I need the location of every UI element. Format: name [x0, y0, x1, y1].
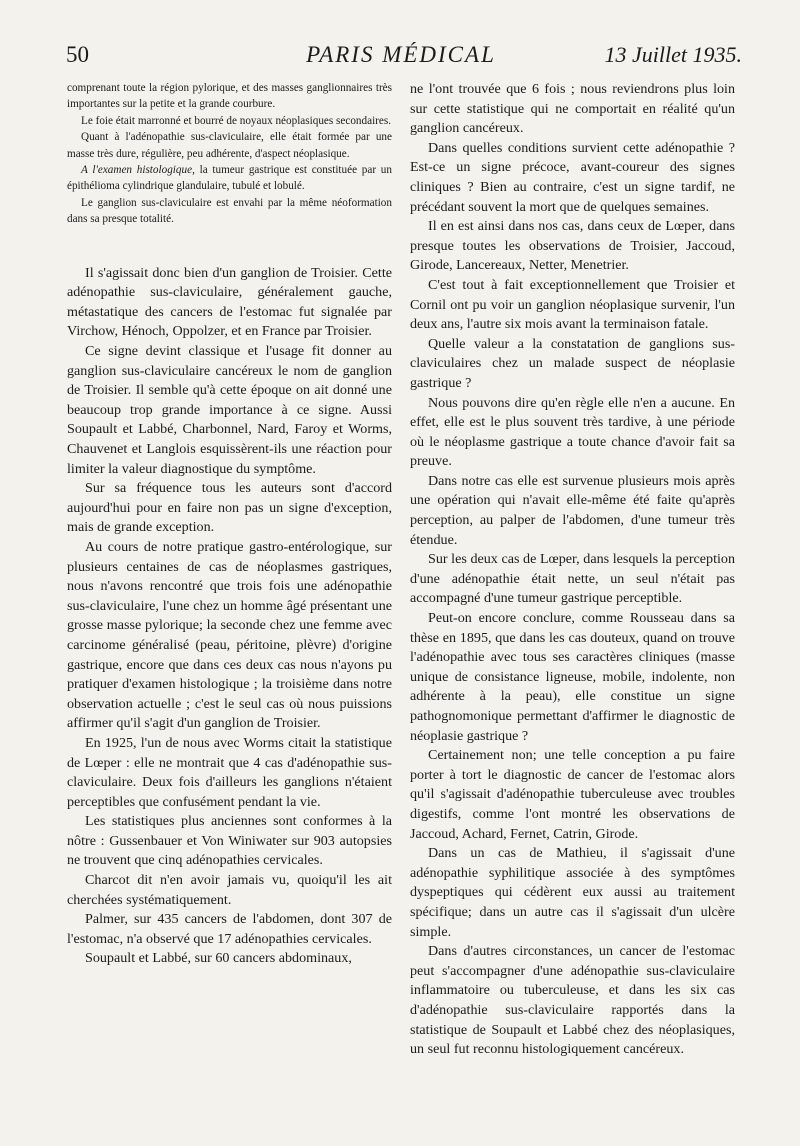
body-paragraph: Palmer, sur 435 cancers de l'abdomen, dont 307 de l'estomac, n'a observé que 17 adénopathies cervicales. [67, 911, 392, 947]
body-paragraph: Dans un cas de Mathieu, il s'agissait d'une adénopathie syphilitique associée à des symptômes dyspeptiques qui cédèrent eux aussi au traitement spécifique; dans un autre cas il s'agissait d'un ulcère simple. [410, 845, 735, 940]
case-report-paragraph: Le foie était marronné et bourré de noyaux néoplasiques secondaires. [81, 114, 392, 127]
histology-label: A l'examen histologique, [81, 164, 195, 177]
left-column [67, 80, 392, 969]
body-paragraph: Dans notre cas elle est survenue plusieurs mois après une opération qui n'avait elle-même été faite qu'après perception, au palper de l'abdomen, d'une tumeur très étendue. [410, 472, 735, 548]
histology-text: la tumeur gastrique est constituée par un épithélioma cylindrique glandulaire, tubulé et lobulé. [67, 164, 392, 193]
body-paragraph: Sur les deux cas de Lœper, dans lesquels la perception d'une adénopathie était nette, un seul n'était pas accompagné d'une tumeur gastrique perceptible. [410, 551, 735, 607]
histology-paragraph [67, 162, 392, 195]
left-body-text [67, 264, 392, 969]
body-paragraph: Il en est ainsi dans nos cas, dans ceux de Lœper, dans presque toutes les observations de Troisier, Jaccoud, Girode, Lancereaux, Netter, Menetrier. [410, 218, 735, 274]
body-paragraph: Charcot dit n'en avoir jamais vu, quoiqu'il les ait cherchées systématiquement. [67, 872, 392, 908]
page-number: 50 [66, 42, 89, 67]
body-paragraph: Ce signe devint classique et l'usage fit donner au ganglion sus-claviculaire cancéreux le nom de ganglion de Troisier. Il semble qu'à cette époque on ait donné une beaucoup trop grande importance à ce signe. Aussi Soupault et Labbé, Charbonnel, Nard, Faroy et Worms, Chauvenet et Langlois esquissèrent-ils une réaction pour limiter la valeur diagnostique du symptôme. [67, 343, 392, 477]
body-paragraph: Certainement non; une telle conception a pu faire porter à tort le diagnostic de cancer de l'estomac alors qu'il s'agissait d'adénopathie tuberculeuse avec troubles digestifs, comme l'ont montré les observations de Jaccoud, Achard, Fernet, Catrin, Girode. [410, 747, 735, 842]
body-paragraph: Dans d'autres circonstances, un cancer de l'estomac peut s'accompagner d'une adénopathie sus-claviculaire inflammatoire ou tuberculeuse, et dans les six cas d'adénopathie sus-claviculaire rapportés dans la statistique de Soupault et Labbé chez des néoplasiques, un seul fut reconnu histologiquement cancéreux. [410, 943, 735, 1058]
body-paragraph: Soupault et Labbé, sur 60 cancers abdominaux, [85, 950, 352, 967]
body-paragraph: Sur sa fréquence tous les auteurs sont d'accord aujourd'hui pour en faire non pas un signe d'exception, mais de grande exception. [67, 480, 392, 536]
issue-date: 13 Juillet 1935. [604, 42, 742, 67]
case-report-paragraph: Le ganglion sus-claviculaire est envahi par la même néoformation dans sa presque totalité. [67, 196, 392, 226]
body-paragraph: Nous pouvons dire qu'en règle elle n'en a aucune. En effet, elle est le plus souvent très tardive, à une période où le néoplasme gastrique a toute chance d'avoir fait sa preuve. [410, 394, 735, 470]
body-paragraph: Il s'agissait donc bien d'un ganglion de Troisier. Cette adénopathie sus-claviculaire, généralement gauche, métastatique des cancers de l'estomac fut signalée par Virchow, Hénoch, Oppolzer, et en France par Troisier. [67, 264, 392, 340]
page-header [60, 42, 742, 76]
case-report [67, 80, 392, 228]
right-body-text [410, 80, 735, 1060]
body-paragraph: Quelle valeur a la constatation de ganglions sus-claviculaires chez un malade suspect de néoplasie gastrique ? [410, 335, 735, 391]
body-paragraph: Les statistiques plus anciennes sont conformes à la nôtre : Gussenbauer et Von Winiwater sur 903 autopsies ne trouvent que cinq adénopathies cervicales. [67, 813, 392, 869]
body-paragraph: Dans quelles conditions survient cette adénopathie ? Est-ce un signe précoce, avant-coureur des signes cliniques ? Bien au contraire, c'est un signe tardif, ne précédant souvent la mort que de quelques semaines. [410, 139, 735, 215]
case-report-paragraph: comprenant toute la région pylorique, et des masses ganglionnaires très importantes sur la petite et la grande courbure. [67, 82, 392, 111]
case-report-paragraph: Quant à l'adénopathie sus-claviculaire, elle était formée par une masse très dure, régulière, peu adhérente, d'aspect néoplasique. [67, 131, 392, 160]
journal-title: PARIS MÉDICAL [306, 42, 496, 67]
body-paragraph: Peut-on encore conclure, comme Rousseau dans sa thèse en 1895, que dans les cas douteux, quand on trouve l'adénopathie avec tous ses caractères cliniques (masse unique de consistance ligneuse, mobile, indolente, non adhérente à la peau), elle constitue un signe pathognomonique permettant d'affirmer le diagnostic de néoplasie gastrique ? [410, 610, 735, 744]
body-paragraph: Au cours de notre pratique gastro-entérologique, sur plusieurs centaines de cas de néoplasmes gastriques, nous n'avons rencontré que trois fois une adénopathie sus-claviculaire, l'une chez un homme âgé présentant une grosse masse pylorique; la seconde chez une femme avec carcinome généralisé (peau, péritoine, plèvre) d'origine gastrique, encore que dans ces deux cas nous n'ayons pu pratiquer d'examen histologique ; la troisième dans notre observation actuelle ; c'est le seul cas où nous puissions affirmer qu'il s'agit d'un ganglion de Troisier. [67, 538, 392, 732]
body-paragraph: En 1925, l'un de nous avec Worms citait la statistique de Lœper : elle ne montrait que 4 cas d'adénopathie sus-claviculaire. Deux fois d'ailleurs les ganglions n'étaient perceptibles que confusément pendant la vie. [67, 734, 392, 810]
right-column [410, 80, 735, 1060]
body-paragraph: C'est tout à fait exceptionnellement que Troisier et Cornil ont pu voir un ganglion néoplasique survenir, l'un deux ans, l'autre six mois avant la terminaison fatale. [410, 276, 735, 333]
body-paragraph: ne l'ont trouvée que 6 fois ; nous reviendrons plus loin sur cette statistique qui ne comportait en réalité qu'un ganglion cancéreux. [410, 81, 735, 137]
